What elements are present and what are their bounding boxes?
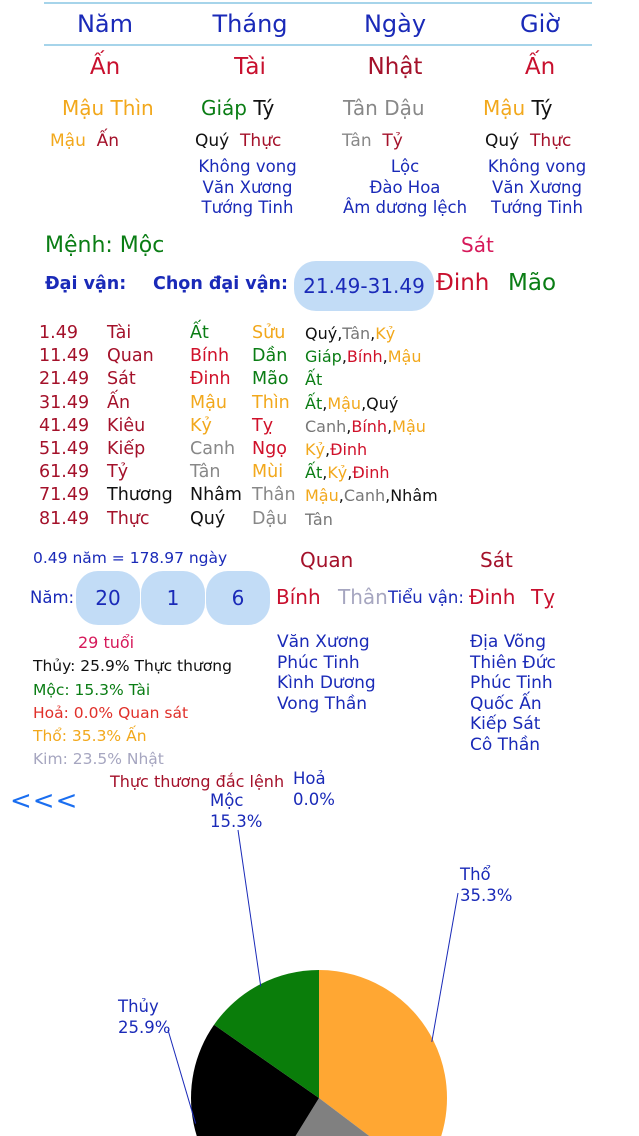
hidden-ngay-god: Tỷ bbox=[382, 131, 403, 151]
hidden-stem: , bbox=[322, 463, 328, 483]
row-chi: Dần bbox=[252, 346, 288, 367]
year-can: Bính bbox=[276, 585, 321, 609]
row-can: Mậu bbox=[190, 392, 227, 413]
hidden-stem: , bbox=[347, 463, 353, 483]
row-age: 71.49 bbox=[39, 485, 90, 506]
god-nam: Ấn bbox=[89, 54, 121, 80]
hidden-stem: Đinh bbox=[352, 463, 390, 483]
star-item: Tướng Tinh bbox=[201, 198, 294, 217]
star-item: Kình Dương bbox=[277, 673, 376, 693]
row-god: Kiếp bbox=[107, 439, 146, 459]
hidden-stem: , bbox=[346, 416, 352, 436]
header-nam: Năm bbox=[76, 10, 134, 38]
element-tho: Thổ: 35.3% Ấn bbox=[33, 727, 147, 745]
pie-slice-0 bbox=[319, 970, 447, 1136]
star-item: Âm dương lệch bbox=[342, 198, 468, 217]
element-pie-chart bbox=[0, 760, 639, 1136]
year-chi: Thân bbox=[338, 585, 388, 609]
row-chi: Mùi bbox=[252, 462, 284, 483]
hidden-nam bbox=[50, 131, 119, 151]
element-hoa: Hoả: 0.0% Quan sát bbox=[33, 704, 189, 722]
row-can: Nhâm bbox=[190, 485, 242, 506]
god-gio: Ấn bbox=[524, 54, 556, 80]
age-text: 29 tuổi bbox=[78, 633, 135, 652]
row-god: Thương bbox=[107, 485, 173, 506]
pillar-ngay-chi: Dậu bbox=[384, 96, 425, 120]
pie-leader-0 bbox=[432, 893, 458, 1042]
hidden-thang-stem: Quý bbox=[195, 131, 230, 151]
hidden-stem: Mậu bbox=[387, 347, 422, 367]
hidden-stem: Kỷ bbox=[375, 324, 396, 343]
stars-gio bbox=[477, 157, 597, 219]
god-ngay: Nhật bbox=[367, 54, 423, 80]
pillar-ngay[interactable] bbox=[343, 96, 425, 120]
row-age: 11.49 bbox=[39, 346, 90, 367]
hidden-stem: Kỷ bbox=[327, 463, 348, 483]
row-age: 1.49 bbox=[39, 323, 78, 343]
stars-ngay bbox=[335, 157, 475, 219]
hidden-stem: Ất bbox=[305, 370, 323, 390]
sat-top-label: Sát bbox=[461, 233, 494, 257]
quan-label: Quan bbox=[300, 548, 354, 572]
menh-label: Mệnh: Mộc bbox=[45, 233, 165, 258]
mid-stars bbox=[277, 632, 376, 714]
row-chi: Tỵ bbox=[252, 415, 274, 436]
month-picker[interactable]: 1 bbox=[141, 571, 205, 625]
row-hidden-stems bbox=[305, 394, 398, 413]
tieuvan-chi: Tỵ bbox=[531, 585, 556, 609]
row-age: 81.49 bbox=[39, 508, 90, 529]
hidden-stem: Tân bbox=[305, 509, 333, 529]
header-divider bbox=[44, 44, 592, 46]
hidden-stem: , bbox=[385, 486, 391, 506]
star-item: Vong Thần bbox=[277, 693, 368, 714]
pie-label-category-2: Thủy bbox=[118, 997, 159, 1016]
row-age: 31.49 bbox=[39, 392, 90, 413]
star-item: Thiên Đức bbox=[470, 652, 556, 673]
row-hidden-stems bbox=[305, 417, 426, 436]
row-god: Quan bbox=[107, 346, 154, 367]
star-item: Không vong bbox=[198, 157, 297, 176]
row-can: Kỷ bbox=[190, 415, 212, 436]
hidden-stem: Quý bbox=[305, 324, 338, 343]
hidden-stem: , bbox=[382, 347, 388, 367]
hidden-ngay bbox=[342, 131, 403, 151]
right-stars bbox=[470, 632, 556, 755]
god-thang: Tài bbox=[234, 54, 266, 80]
star-item: Phúc Tinh bbox=[470, 673, 553, 693]
hidden-nam-stem: Mậu bbox=[50, 131, 86, 151]
hidden-stem: Quý bbox=[366, 393, 399, 413]
hidden-ngay-stem: Tân bbox=[342, 131, 372, 151]
daivan-selector-button[interactable]: 21.49-31.49 bbox=[294, 261, 434, 311]
star-item: Văn Xương bbox=[277, 632, 370, 652]
header-thang: Tháng bbox=[212, 10, 288, 38]
hidden-stem: Nhâm bbox=[390, 486, 438, 506]
hidden-thang bbox=[195, 131, 281, 151]
conversion-text: 0.49 năm = 178.97 ngày bbox=[33, 549, 228, 567]
nam-label: Năm: bbox=[30, 588, 75, 607]
row-hidden-stems bbox=[305, 510, 333, 529]
row-age: 51.49 bbox=[39, 439, 90, 459]
hidden-gio-stem: Quý bbox=[485, 131, 520, 151]
hidden-stem: , bbox=[338, 486, 344, 506]
hidden-stem: Ất bbox=[305, 463, 323, 483]
row-hidden-stems bbox=[305, 347, 421, 366]
row-god: Kiêu bbox=[107, 415, 146, 436]
row-chi: Mão bbox=[252, 369, 289, 390]
choose-daivan-label: Chọn đại vận: bbox=[153, 274, 288, 294]
pie-label-value-3: 15.3% bbox=[210, 812, 263, 831]
row-chi: Thân bbox=[252, 485, 296, 506]
pillar-thang-chi: Tý bbox=[253, 96, 275, 120]
hidden-stem: Bính bbox=[351, 416, 388, 436]
star-item: Văn Xương bbox=[492, 177, 582, 197]
row-god: Tỷ bbox=[107, 462, 129, 483]
star-item: Cô Thần bbox=[470, 734, 541, 755]
hidden-stem: Mậu bbox=[305, 486, 339, 506]
hidden-stem: Kỷ bbox=[305, 440, 325, 459]
row-age: 61.49 bbox=[39, 462, 90, 483]
star-item: Phúc Tinh bbox=[277, 652, 360, 673]
hidden-stem: Bính bbox=[346, 347, 383, 367]
hidden-gio bbox=[485, 131, 571, 151]
day-picker[interactable]: 6 bbox=[206, 571, 270, 625]
hidden-stem: Đinh bbox=[330, 440, 368, 459]
row-can: Canh bbox=[190, 439, 236, 459]
row-hidden-stems bbox=[305, 463, 390, 482]
back-button[interactable]: <<< bbox=[10, 786, 79, 816]
element-thuy: Thủy: 25.9% Thực thương bbox=[33, 657, 232, 675]
pie-label-value-2: 25.9% bbox=[118, 1018, 171, 1037]
header-gio: Giờ bbox=[520, 10, 560, 38]
pie-label-value-4: 0.0% bbox=[293, 790, 335, 809]
star-item: Quốc Ấn bbox=[470, 693, 542, 714]
daivan-label: Đại vận: bbox=[45, 274, 127, 294]
row-god: Sát bbox=[107, 369, 136, 390]
star-item: Đào Hoa bbox=[369, 177, 441, 197]
row-chi: Dậu bbox=[252, 508, 288, 529]
pie-leader-2 bbox=[168, 1030, 196, 1124]
row-can: Quý bbox=[190, 508, 226, 529]
star-item: Kiếp Sát bbox=[470, 714, 541, 734]
pillar-nam[interactable] bbox=[62, 96, 154, 120]
row-god: Thực bbox=[107, 508, 150, 529]
element-moc: Mộc: 15.3% Tài bbox=[33, 681, 151, 699]
hidden-stem: , bbox=[324, 440, 331, 459]
row-hidden-stems bbox=[305, 370, 322, 389]
pie-label-category-0: Thổ bbox=[460, 865, 491, 884]
row-can: Đinh bbox=[190, 369, 231, 390]
element-kim: Kim: 23.5% Nhật bbox=[33, 750, 164, 768]
hidden-stem: , bbox=[341, 347, 347, 367]
hidden-thang-god: Thực bbox=[240, 131, 282, 151]
pillar-gio-chi: Tý bbox=[531, 96, 553, 120]
row-chi: Sửu bbox=[252, 323, 286, 343]
row-can: Ất bbox=[190, 323, 209, 343]
hidden-stem: , bbox=[337, 324, 343, 343]
pie-label-value-0: 35.3% bbox=[460, 886, 513, 905]
star-item: Địa Võng bbox=[470, 632, 546, 652]
row-hidden-stems bbox=[305, 324, 395, 343]
row-god: Tài bbox=[107, 323, 132, 343]
star-item: Văn Xương bbox=[202, 177, 293, 197]
pillar-thang-can: Giáp bbox=[201, 96, 248, 120]
hidden-gio-god: Thực bbox=[530, 131, 572, 151]
hidden-stem: , bbox=[322, 393, 328, 413]
pillar-gio[interactable] bbox=[483, 96, 552, 120]
pillar-gio-can: Mậu bbox=[483, 96, 526, 120]
star-item: Không vong bbox=[487, 157, 587, 176]
row-god: Ấn bbox=[107, 392, 131, 413]
hidden-stem: Mậu bbox=[392, 416, 426, 436]
hidden-stem: Mậu bbox=[327, 393, 362, 413]
stars-thang bbox=[185, 157, 310, 219]
hidden-stem: Canh bbox=[305, 416, 347, 436]
row-age: 41.49 bbox=[39, 415, 90, 436]
top-divider bbox=[44, 2, 592, 4]
row-age: 21.49 bbox=[39, 369, 90, 390]
pie-label-category-3: Mộc bbox=[210, 791, 244, 810]
pillar-nam-can: Mậu bbox=[62, 96, 105, 120]
dac-lenh-text: Thực thương đắc lệnh bbox=[110, 772, 285, 791]
hidden-stem: , bbox=[387, 416, 393, 436]
hidden-stem: , bbox=[361, 393, 367, 413]
pie-leader-3 bbox=[238, 830, 261, 986]
header-ngay: Ngày bbox=[363, 10, 427, 38]
hidden-stem: Canh bbox=[343, 486, 386, 506]
tieuvan-label: Tiểu vận: bbox=[388, 588, 464, 607]
daivan-chi: Mão bbox=[508, 270, 557, 296]
pillar-nam-chi: Thìn bbox=[110, 96, 154, 120]
hidden-stem: Ất bbox=[305, 393, 323, 413]
row-hidden-stems bbox=[305, 440, 367, 459]
pie-label-category-4: Hoả bbox=[293, 769, 326, 788]
row-chi: Thìn bbox=[252, 392, 290, 413]
row-can: Bính bbox=[190, 346, 230, 367]
hidden-stem: , bbox=[370, 324, 376, 343]
star-item: Tướng Tinh bbox=[491, 198, 583, 217]
hidden-nam-god: Ấn bbox=[96, 131, 120, 151]
hidden-stem: Tân bbox=[342, 324, 371, 343]
sat-label: Sát bbox=[480, 548, 513, 572]
year-picker[interactable]: 20 bbox=[76, 571, 140, 625]
row-chi: Ngọ bbox=[252, 439, 287, 459]
pillar-thang[interactable] bbox=[201, 96, 274, 120]
star-item: Lộc bbox=[390, 157, 420, 176]
row-can: Tân bbox=[190, 462, 221, 483]
tieuvan-can: Đinh bbox=[469, 585, 516, 609]
hidden-stem: Giáp bbox=[305, 347, 342, 367]
row-hidden-stems bbox=[305, 486, 438, 505]
daivan-can: Đinh bbox=[436, 270, 490, 296]
pillar-ngay-can: Tân bbox=[343, 96, 378, 120]
